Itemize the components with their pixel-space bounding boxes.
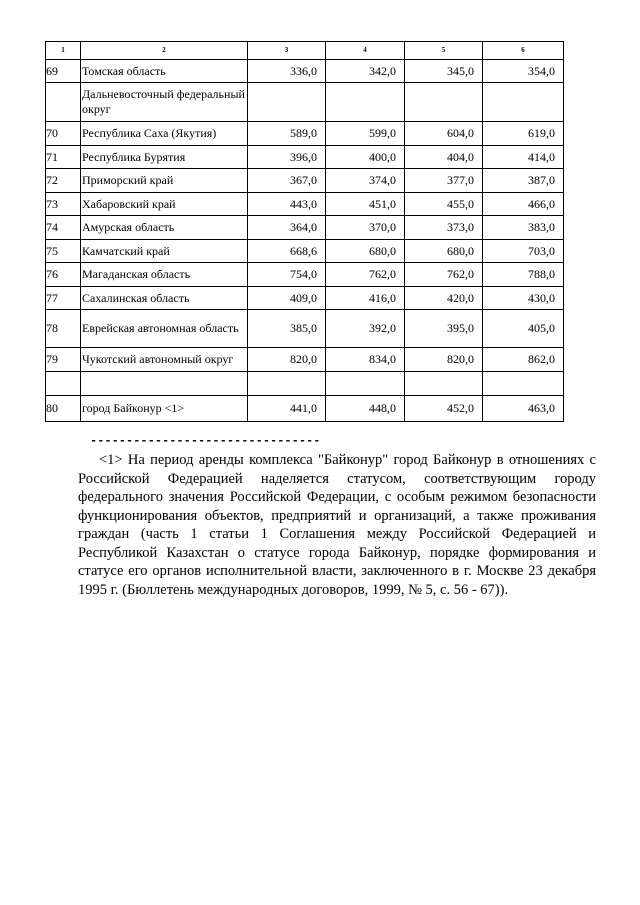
value-col-6 <box>483 83 564 122</box>
value-col-3: 668,6 <box>248 240 326 263</box>
row-number: 78 <box>46 310 81 348</box>
value-col-3: 367,0 <box>248 169 326 193</box>
table-row <box>46 263 564 287</box>
value-col-6: 703,0 <box>483 240 564 263</box>
value-col-3 <box>248 83 326 122</box>
value-col-3: 443,0 <box>248 193 326 216</box>
row-number: 75 <box>46 240 81 263</box>
value-col-5: 762,0 <box>405 263 483 287</box>
value-col-4: 680,0 <box>326 240 405 263</box>
table-row <box>46 122 564 146</box>
value-col-4: 599,0 <box>326 122 405 146</box>
column-header: 3 <box>248 42 326 60</box>
value-col-6: 862,0 <box>483 348 564 372</box>
value-col-4: 451,0 <box>326 193 405 216</box>
value-col-5: 420,0 <box>405 287 483 310</box>
value-col-5: 680,0 <box>405 240 483 263</box>
region-name: Республика Саха (Якутия) <box>81 122 248 146</box>
table-row <box>46 310 564 348</box>
region-name: Приморский край <box>81 169 248 193</box>
region-name: Камчатский край <box>81 240 248 263</box>
value-col-5: 377,0 <box>405 169 483 193</box>
value-col-3: 396,0 <box>248 146 326 169</box>
value-col-6: 354,0 <box>483 60 564 83</box>
row-number <box>46 83 81 122</box>
column-header: 1 <box>46 42 81 60</box>
table-row <box>46 287 564 310</box>
value-col-5: 345,0 <box>405 60 483 83</box>
table-row <box>46 83 564 122</box>
value-col-4: 392,0 <box>326 310 405 348</box>
row-number: 70 <box>46 122 81 146</box>
column-header: 2 <box>81 42 248 60</box>
value-col-3: 820,0 <box>248 348 326 372</box>
value-col-4: 370,0 <box>326 216 405 240</box>
value-col-6: 430,0 <box>483 287 564 310</box>
region-name: Магаданская область <box>81 263 248 287</box>
value-col-4: 342,0 <box>326 60 405 83</box>
row-number: 77 <box>46 287 81 310</box>
row-number: 74 <box>46 216 81 240</box>
value-col-3: 754,0 <box>248 263 326 287</box>
value-col-5 <box>405 372 483 396</box>
value-col-6: 414,0 <box>483 146 564 169</box>
footnote <box>78 451 596 599</box>
value-col-6: 466,0 <box>483 193 564 216</box>
table-row <box>46 193 564 216</box>
region-name: Дальневосточный федеральный округ <box>81 83 248 122</box>
value-col-5: 455,0 <box>405 193 483 216</box>
row-number: 73 <box>46 193 81 216</box>
table-row <box>46 60 564 83</box>
row-number: 76 <box>46 263 81 287</box>
row-number: 79 <box>46 348 81 372</box>
row-number: 71 <box>46 146 81 169</box>
region-name: Республика Бурятия <box>81 146 248 169</box>
value-col-5: 452,0 <box>405 396 483 422</box>
region-table <box>45 41 564 422</box>
value-col-3: 385,0 <box>248 310 326 348</box>
value-col-6: 788,0 <box>483 263 564 287</box>
table-row <box>46 216 564 240</box>
column-header: 4 <box>326 42 405 60</box>
table-row <box>46 169 564 193</box>
footnote-separator: -------------------------------- <box>90 434 321 448</box>
value-col-6 <box>483 372 564 396</box>
value-col-5: 373,0 <box>405 216 483 240</box>
value-col-4 <box>326 83 405 122</box>
value-col-4: 834,0 <box>326 348 405 372</box>
value-col-3 <box>248 372 326 396</box>
value-col-5: 404,0 <box>405 146 483 169</box>
table-row <box>46 240 564 263</box>
row-number: 72 <box>46 169 81 193</box>
value-col-6: 387,0 <box>483 169 564 193</box>
table-row <box>46 396 564 422</box>
region-name: город Байконур <1> <box>81 396 248 422</box>
table-header-row <box>46 42 564 60</box>
footnote-text: <1> На период аренды комплекса "Байконур" город Байконур в отношениях с Российской Федерацией наделяется статусом, соответствующим городу федерального значения Российской Федерации, с особым режимом безопасности функционирования объектов, предприятий и организаций, а также проживания граждан (часть 1 статьи 1 Соглашения между Российской Федерацией и Республикой Казахстан о статусе города Байконур, порядке формирования и статусе его органов исполнительной власти, заключенного в г. Москве 23 декабря 1995 г. (Бюллетень международных договоров, 1999, № 5, с. 56 - 67)). <box>78 452 596 598</box>
value-col-6: 463,0 <box>483 396 564 422</box>
region-name: Сахалинская область <box>81 287 248 310</box>
region-name: Амурская область <box>81 216 248 240</box>
value-col-3: 409,0 <box>248 287 326 310</box>
table-row <box>46 146 564 169</box>
value-col-4 <box>326 372 405 396</box>
table-row <box>46 348 564 372</box>
value-col-5: 395,0 <box>405 310 483 348</box>
value-col-4: 416,0 <box>326 287 405 310</box>
value-col-6: 383,0 <box>483 216 564 240</box>
region-name: Чукотский автономный округ <box>81 348 248 372</box>
region-name: Томская область <box>81 60 248 83</box>
row-number: 80 <box>46 396 81 422</box>
column-header: 5 <box>405 42 483 60</box>
region-name <box>81 372 248 396</box>
value-col-5: 820,0 <box>405 348 483 372</box>
table-row <box>46 372 564 396</box>
value-col-6: 405,0 <box>483 310 564 348</box>
value-col-6: 619,0 <box>483 122 564 146</box>
value-col-3: 336,0 <box>248 60 326 83</box>
value-col-3: 364,0 <box>248 216 326 240</box>
row-number: 69 <box>46 60 81 83</box>
value-col-4: 400,0 <box>326 146 405 169</box>
value-col-4: 448,0 <box>326 396 405 422</box>
region-name: Хабаровский край <box>81 193 248 216</box>
region-name: Еврейская автономная область <box>81 310 248 348</box>
value-col-5: 604,0 <box>405 122 483 146</box>
value-col-3: 589,0 <box>248 122 326 146</box>
value-col-5 <box>405 83 483 122</box>
column-header: 6 <box>483 42 564 60</box>
value-col-4: 762,0 <box>326 263 405 287</box>
value-col-4: 374,0 <box>326 169 405 193</box>
value-col-3: 441,0 <box>248 396 326 422</box>
row-number <box>46 372 81 396</box>
